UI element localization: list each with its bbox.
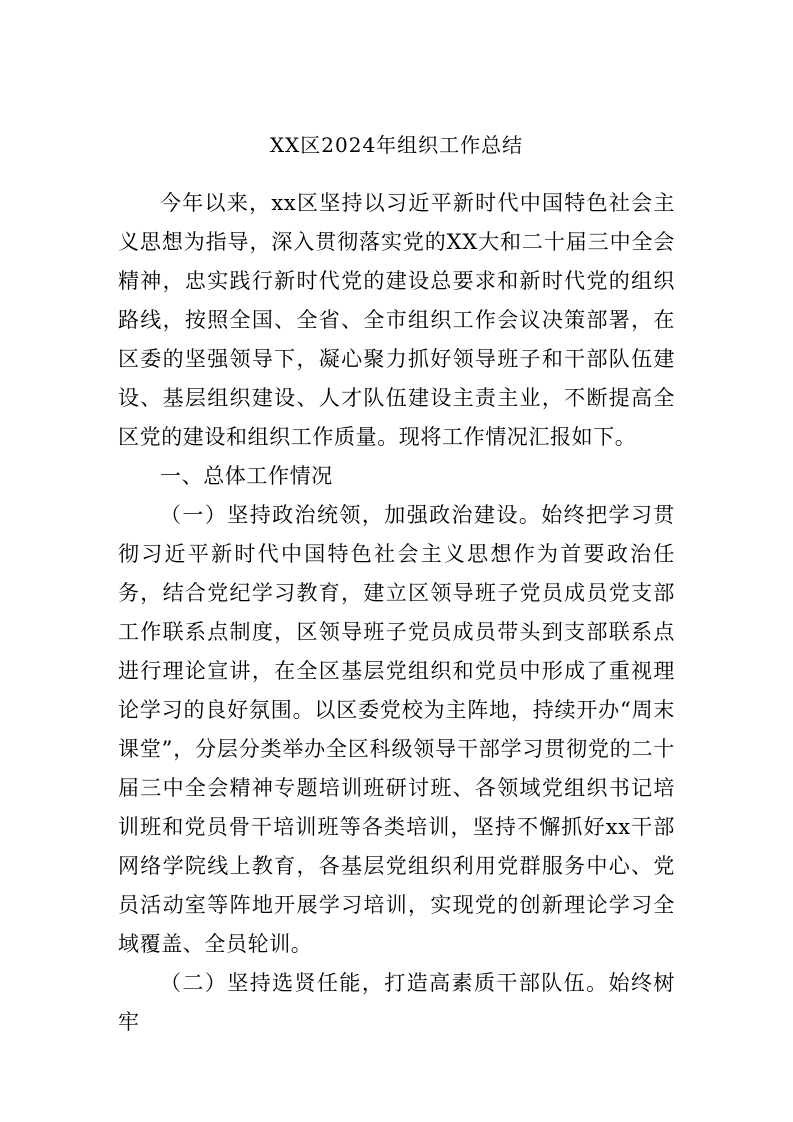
document-title: XX区2024年组织工作总结: [269, 133, 524, 157]
section-heading-overall: 一、总体工作情况: [160, 464, 333, 488]
paragraph-political-building: （一）坚持政治统领，加强政治建设。始终把学习贯彻习近平新时代中国特色社会主义思想作为首要政治任务，结合党纪学习教育，建立区领导班子党员成员党支部工作联系点制度，区领导班子党员成员带头到支部联系点进行理论宣讲，在全区基层党组织和党员中形成了重视理论学习的良好氛围。以区委党校为主阵地，持续开办“周末课堂”，分层分类举办全区科级领导干部学习贯彻党的二十届三中全会精神专题培训班研讨班、各领域党组织书记培训班和党员骨干培训班等各类培训，坚持不懈抓好xx干部网络学院线上教育，各基层党组织利用党群服务中心、党员活动室等阵地开展学习培训，实现党的创新理论学习全域覆盖、全员轮训。: [118, 503, 675, 956]
paragraph-cadre-team: （二）坚持选贤任能，打造高素质干部队伍。始终树牢: [118, 971, 675, 1034]
intro-paragraph: 今年以来，xx区坚持以习近平新时代中国特色社会主义思想为指导，深入贯彻落实党的XX大和二十届三中全会精神，忠实践行新时代党的建设总要求和新时代党的组织路线，按照全国、全省、全市组织工作会议决策部署，在区委的坚强领导下，凝心聚力抓好领导班子和干部队伍建设、基层组织建设、人才队伍建设主责主业，不断提高全区党的建设和组织工作质量。现将工作情况汇报如下。: [118, 191, 675, 449]
